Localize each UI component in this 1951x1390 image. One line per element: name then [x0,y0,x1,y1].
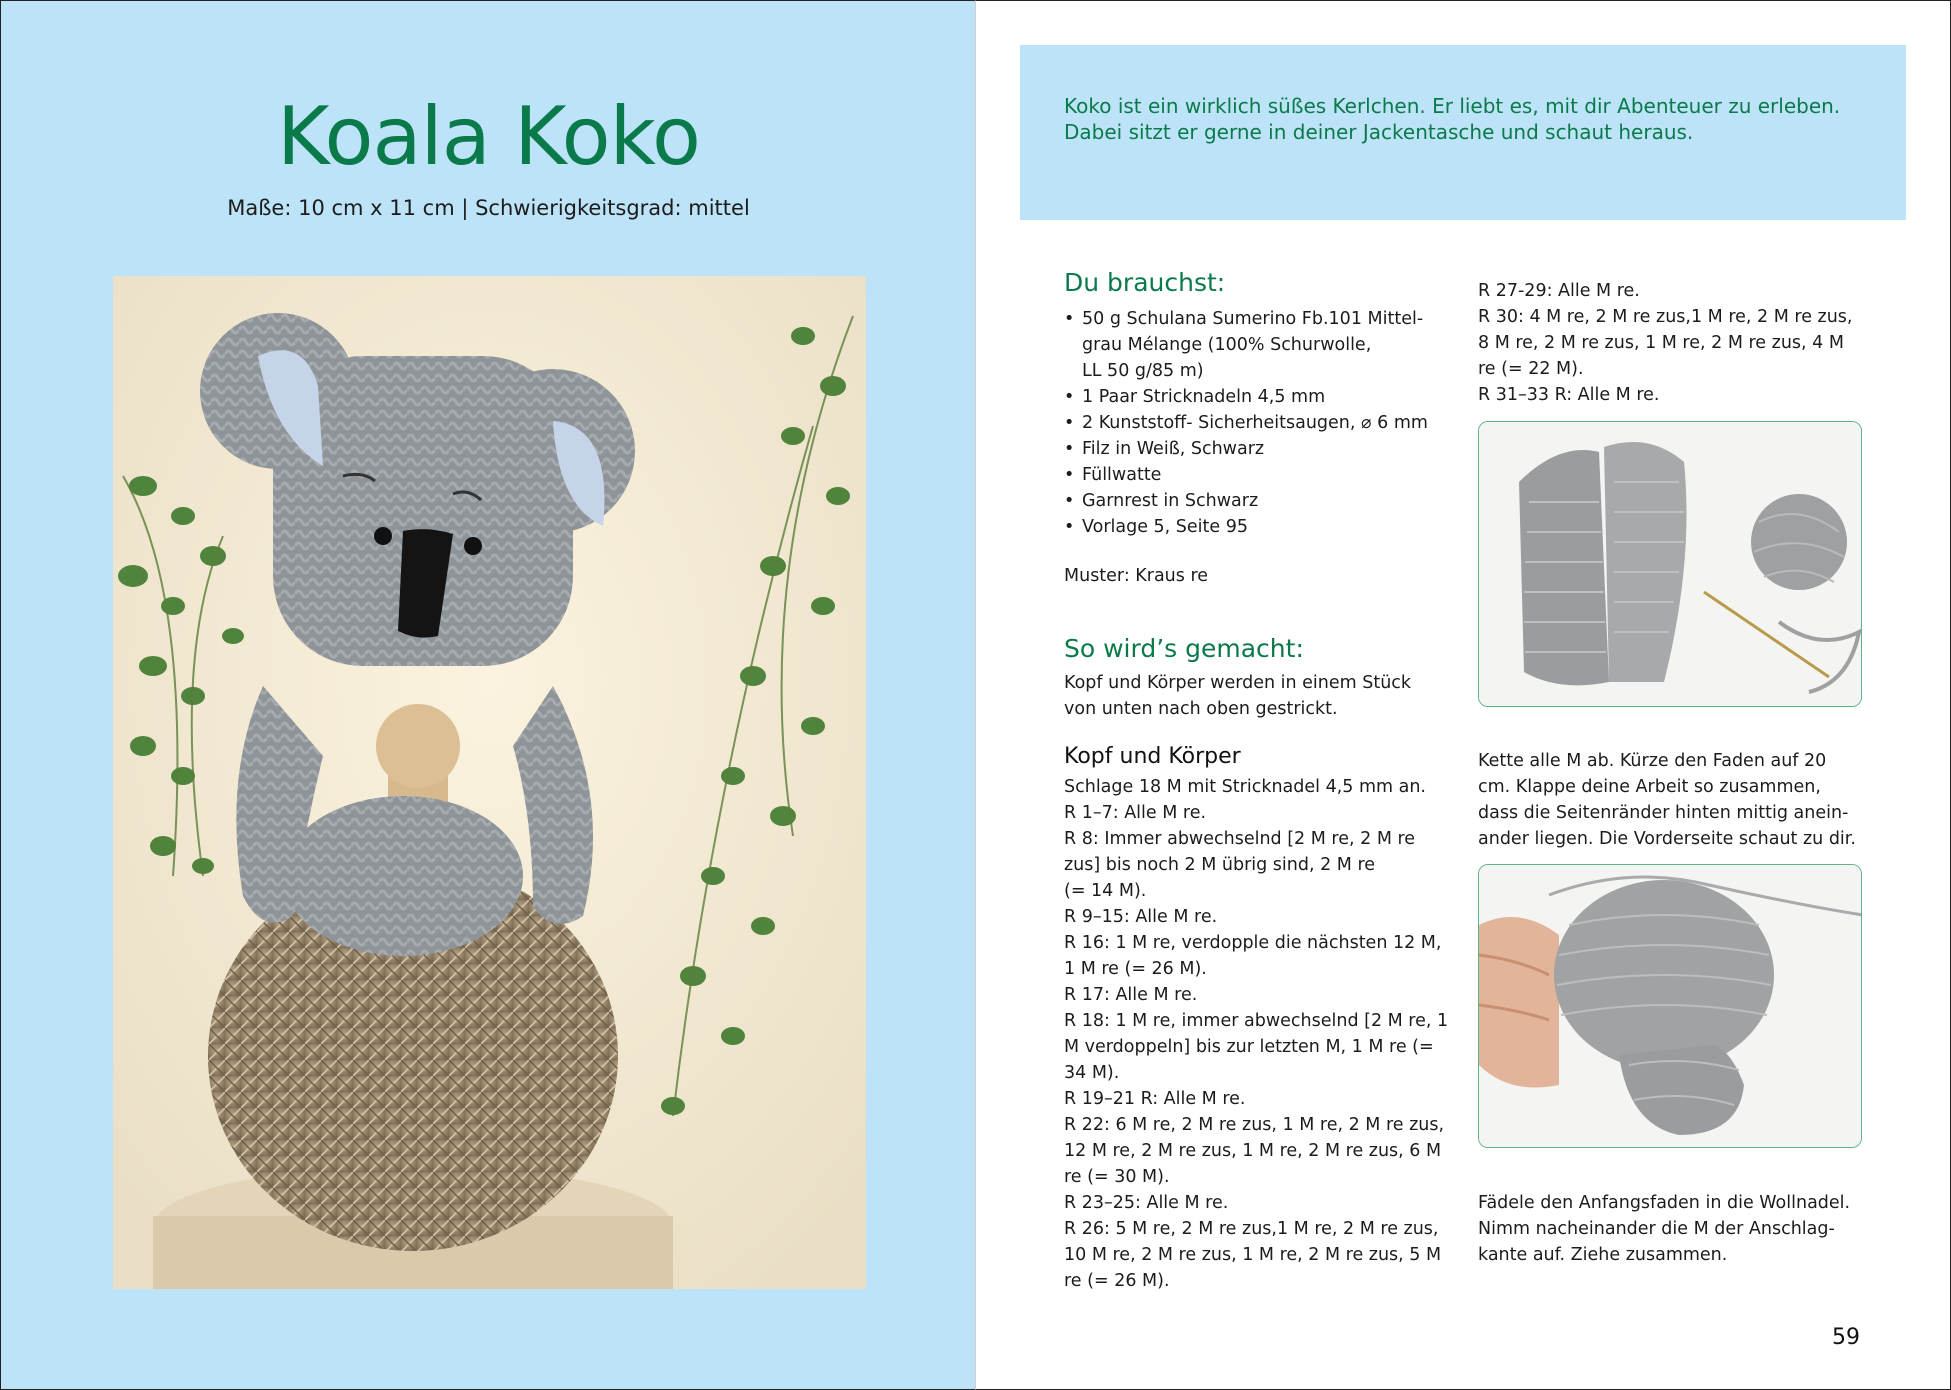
materials-item-line: grau Mélange (100% Schurwolle, [1082,335,1372,355]
instruction-line: M verdoppeln] bis zur letzten M, 1 M re (= [1064,1037,1434,1057]
instruction-line: R 22: 6 M re, 2 M re zus, 1 M re, 2 M re zus, [1064,1115,1445,1135]
koala-photo [113,276,866,1289]
instruction-line: re (= 22 M). [1478,359,1584,379]
materials-list [1064,306,1450,540]
materials-item-line: • 2 Kunststoff- Sicherheitsaugen, ⌀ 6 mm [1082,413,1428,433]
materials-item [1064,410,1450,436]
materials-heading: Du brauchst: [1064,268,1226,297]
howto-text [1064,670,1450,722]
instruction-line: R 17: Alle M re. [1064,985,1198,1005]
right-column-bottom [1478,1190,1878,1268]
instruction-line: R 8: Immer abwechselnd [2 M re, 2 M re [1064,829,1416,849]
instruction-line: Kette alle M ab. Kürze den Faden auf 20 [1478,751,1827,771]
instruction-line: Nimm nacheinander die M der Anschlag- [1478,1219,1835,1239]
instruction-line: R 27-29: Alle M re. [1478,281,1640,301]
instruction-line: R 18: 1 M re, immer abwechselnd [2 M re, 1 [1064,1011,1449,1031]
materials-item [1064,488,1450,514]
instruction-line: zus] bis noch 2 M übrig sind, 2 M re [1064,855,1376,875]
section-heading: Kopf und Körper [1064,744,1241,769]
howto-line: von unten nach oben gestrickt. [1064,699,1338,719]
instruction-line: dass die Seitenränder hinten mittig anein- [1478,803,1849,823]
instruction-line: R 23–25: Alle M re. [1064,1193,1229,1213]
instruction-line: kante auf. Ziehe zusammen. [1478,1245,1728,1265]
instruction-line: ander liegen. Die Vorderseite schaut zu dir. [1478,829,1856,849]
materials-list-column [1064,306,1450,540]
materials-item-line: • Filz in Weiß, Schwarz [1082,439,1265,459]
materials-item-line: • 50 g Schulana Sumerino Fb.101 Mittel- [1082,309,1424,329]
head-piece-photo [1478,864,1862,1148]
howto-heading: So wird’s gemacht: [1064,634,1304,663]
instruction-line: re (= 30 M). [1064,1167,1170,1187]
instruction-line: R 31–33 R: Alle M re. [1478,385,1660,405]
instruction-line: R 1–7: Alle M re. [1064,803,1207,823]
page-number: 59 [1832,1325,1860,1350]
instruction-line: (= 14 M). [1064,881,1147,901]
materials-item [1064,514,1450,540]
instruction-line: Fädele den Anfangsfaden in die Wollnadel. [1478,1193,1851,1213]
instruction-line: R 9–15: Alle M re. [1064,907,1218,927]
instruction-line: 12 M re, 2 M re zus, 1 M re, 2 M re zus, 6 M [1064,1141,1442,1161]
instruction-line: re (= 26 M). [1064,1271,1170,1291]
materials-item-line: LL 50 g/85 m) [1082,361,1204,381]
materials-item [1064,306,1450,384]
left-page [0,0,975,1390]
intro-line: Koko ist ein wirklich süßes Kerlchen. Er liebt es, mit dir Abenteuer zu erleben. [1064,94,1841,118]
intro-line: Dabei sitzt er gerne in deiner Jackentasche und schaut heraus. [1064,120,1694,144]
materials-item-line: • Füllwatte [1082,465,1162,485]
instruction-line: Schlage 18 M mit Stricknadel 4,5 mm an. [1064,777,1426,797]
instruction-line: 10 M re, 2 M re zus, 1 M re, 2 M re zus, 5 M [1064,1245,1442,1265]
materials-item-line: • Garnrest in Schwarz [1082,491,1259,511]
right-column-mid [1478,748,1878,852]
instruction-line: R 16: 1 M re, verdopple die nächsten 12 M, [1064,933,1442,953]
right-column-top [1478,278,1878,408]
materials-item [1064,384,1450,410]
pattern-note: Muster: Kraus re [1064,566,1209,586]
howto-line: Kopf und Körper werden in einem Stück [1064,673,1412,693]
materials-item [1064,436,1450,462]
materials-item [1064,462,1450,488]
instruction-line: 1 M re (= 26 M). [1064,959,1207,979]
page-title: Koala Koko [277,90,700,183]
materials-item-line: • 1 Paar Stricknadeln 4,5 mm [1082,387,1326,407]
knitted-piece-photo [1478,421,1862,707]
instruction-line: R 30: 4 M re, 2 M re zus,1 M re, 2 M re zus, [1478,307,1853,327]
instruction-line: 8 M re, 2 M re zus, 1 M re, 2 M re zus, 4 M [1478,333,1844,353]
materials-item-line: • Vorlage 5, Seite 95 [1082,517,1248,537]
section-instructions [1064,774,1450,1294]
instruction-line: 34 M). [1064,1063,1120,1083]
instruction-line: cm. Klappe deine Arbeit so zusammen, [1478,777,1821,797]
intro-text [1064,93,1884,145]
instruction-line: R 19–21 R: Alle M re. [1064,1089,1246,1109]
page-subtitle: Maße: 10 cm x 11 cm | Schwierigkeitsgrad: mittel [227,196,750,220]
instruction-line: R 26: 5 M re, 2 M re zus,1 M re, 2 M re zus, [1064,1219,1439,1239]
